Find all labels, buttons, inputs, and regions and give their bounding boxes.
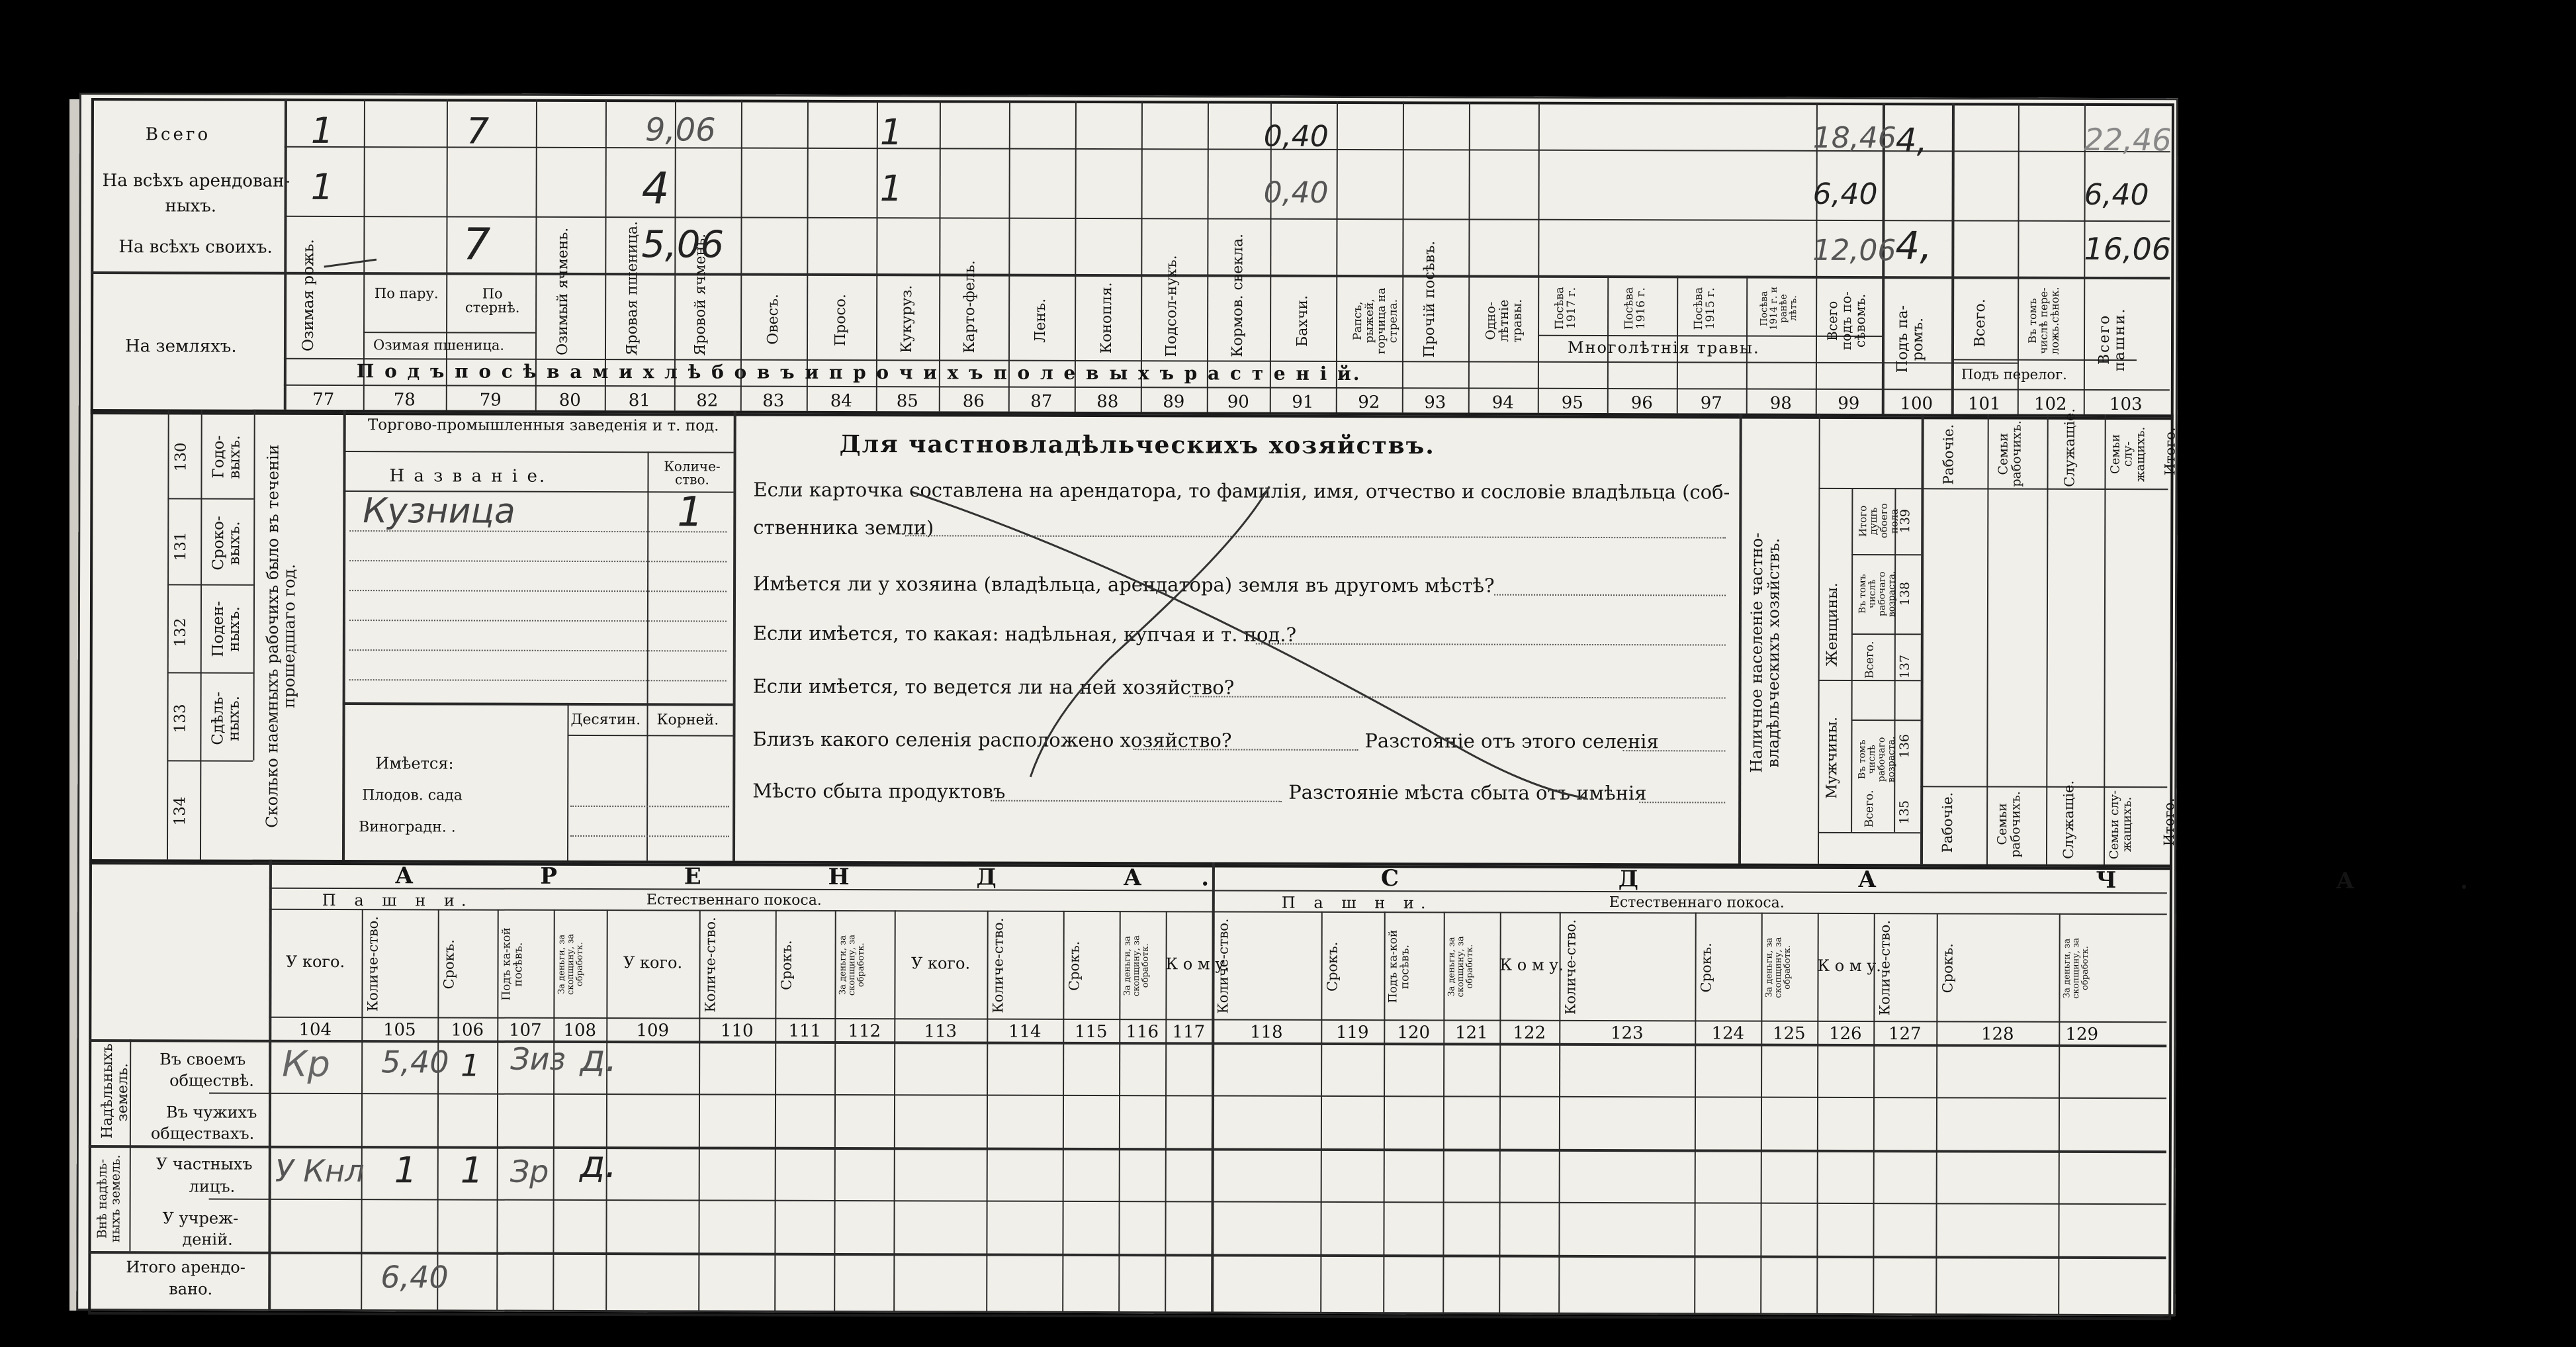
- col-header-94: Одно-лѣтніе травы.: [1484, 299, 1525, 343]
- hw-rented-85: 1: [879, 167, 903, 210]
- bottom-header-employees: Служащіе.: [2060, 780, 2077, 859]
- pop-col-137: 137: [1897, 655, 1912, 679]
- trade-qty-header: Количе-ство.: [664, 458, 721, 488]
- pop-col-136: 136: [1897, 734, 1912, 759]
- hw-own-103: 16,06: [2084, 230, 2172, 267]
- row-own-society-a: Въ своемъ: [159, 1050, 246, 1069]
- bottom-col-header: За деньги, за скопщину, за обработк.: [1764, 937, 1793, 998]
- hw-trade-qty: 1: [677, 487, 703, 536]
- q-other-land: Имѣется ли у хозяина (владѣльца, арендатора) земля въ другомъ мѣстѣ?: [753, 572, 1495, 597]
- q-owner-2: ственника земли): [753, 516, 934, 539]
- bottom-col-number: 127: [1888, 1024, 1922, 1045]
- col-header-92: Рапсъ, рыжей, горчица на стрела.: [1351, 287, 1400, 354]
- bottom-col-number: 104: [298, 1019, 332, 1041]
- col-header-81: Яровая пшеница.: [623, 220, 641, 356]
- sdacha-title: С Д А Ч А.: [1380, 865, 2574, 895]
- top-col-number: 90: [1227, 392, 1249, 412]
- bottom-col-number: 124: [1711, 1023, 1745, 1044]
- hw-rented-103: 6,40: [2084, 177, 2149, 212]
- bottom-col-number: 114: [1008, 1021, 1042, 1042]
- total-rented-b: вано.: [169, 1279, 213, 1299]
- sdacha-plough-label: П а ш н и.: [1281, 893, 1433, 913]
- hw-r3-who: У Кнл: [275, 1152, 365, 1189]
- bottom-header-employee-families: Семьи слу-жащихъ.: [2107, 790, 2135, 859]
- top-col-number: 95: [1561, 393, 1583, 413]
- bottom-col-number: 109: [636, 1021, 670, 1041]
- row-own-society-b: обществѣ.: [169, 1071, 254, 1090]
- top-col-number: 96: [1630, 393, 1653, 414]
- top-col-number: 87: [1030, 391, 1053, 412]
- bottom-col-header: Количе-ство.: [365, 916, 381, 1012]
- total-rented-a: Итого арендо-: [126, 1258, 245, 1277]
- hw-total-79: 7: [466, 110, 490, 152]
- hw-total-100: 4,: [1895, 121, 1928, 160]
- top-col-number: 91: [1292, 392, 1314, 412]
- workers-yearly: Годо-выхъ.: [210, 435, 244, 479]
- col-header-90: Кормов. свекла.: [1229, 233, 1247, 357]
- bottom-col-header: Количе-ство.: [1562, 919, 1579, 1015]
- bottom-col-number: 108: [563, 1020, 597, 1041]
- rule: [1818, 488, 1921, 489]
- hw-total-rented: 6,40: [380, 1259, 449, 1295]
- bottom-col-header: К о м у.: [1165, 954, 1229, 974]
- bottom-col-header: Количе-ство.: [990, 917, 1006, 1013]
- bottom-col-header: У кого.: [623, 953, 683, 972]
- top-col-number: 103: [2109, 395, 2143, 415]
- hw-total-82: 9,06: [644, 111, 716, 149]
- top-col-number: 98: [1769, 393, 1792, 414]
- has-label: Имѣется:: [375, 754, 454, 773]
- q-land-type: Если имѣется, то какая: надѣльная, купчая и т. под.?: [752, 622, 1297, 646]
- rule: [1818, 680, 1921, 681]
- bottom-col-header: За деньги, за скопщину, за обработк.: [1122, 935, 1151, 997]
- top-col-number: 99: [1838, 393, 1860, 414]
- men-total-label: Всего.: [1863, 790, 1877, 828]
- top-header-workers: Рабочіе.: [1940, 424, 1957, 485]
- bottom-col-header: Количе-ство.: [1877, 920, 1893, 1016]
- col-header-103: Всего пашни.: [2096, 307, 2129, 372]
- q-market: Мѣсто сбыта продуктовъ: [752, 779, 1006, 803]
- bottom-col-number: 112: [848, 1021, 881, 1042]
- men-incl-label: Въ томъ числѣ рабочаго возраста.: [1857, 736, 1897, 783]
- arenda-meadow-label: Естественнаго покоса.: [646, 892, 822, 909]
- rule: [1818, 832, 1920, 833]
- total-both-label: Итого душъ обоего пола: [1857, 503, 1900, 539]
- roots-header: Корней.: [656, 712, 719, 729]
- bottom-header-total: Итого.: [2161, 798, 2178, 847]
- top-header-worker-families: Семьи рабочихъ.: [1996, 420, 2024, 487]
- col-header-102: Въ томъ числѣ пере-ложь.сѣнок.: [2026, 287, 2061, 355]
- workers-daily: Поден-ныхъ.: [209, 601, 244, 657]
- bottom-col-number: 119: [1335, 1022, 1369, 1043]
- sown-band-title: П о д ъ п о с ѣ в а м и х л ѣ б о в ъ и п р о ч и х ъ п о л е в ы х ъ р а с т е н і й.: [356, 360, 1362, 385]
- top-col-number: 88: [1096, 392, 1119, 412]
- row-other-society-a: Въ чужихъ: [165, 1103, 257, 1122]
- workers-term: Сроко-выхъ.: [210, 516, 244, 571]
- q-farming: Если имѣется, то ведется ли на ней хозяйство?: [752, 674, 1235, 699]
- bottom-col-number: 116: [1126, 1022, 1159, 1043]
- top-col-number: 85: [896, 391, 918, 412]
- bottom-col-header: Срокъ.: [441, 939, 457, 990]
- hw-r3-qty: 1: [394, 1149, 418, 1191]
- hw-rented-77: 1: [310, 165, 334, 209]
- col-header-80: Озимый ячмень.: [554, 227, 572, 355]
- hw-r1-pay: д.: [580, 1037, 617, 1081]
- bottom-col-number: 122: [1513, 1023, 1546, 1043]
- bottom-col-header: Срокъ.: [1066, 941, 1083, 991]
- group-allotment-label: Надѣльныхъ земель.: [99, 1043, 132, 1139]
- bottom-col-header: За деньги, за скопщину, за обработк.: [556, 933, 585, 996]
- row-private-b: лицъ.: [189, 1177, 236, 1196]
- top-col-number: 86: [962, 391, 985, 412]
- rule: [1851, 720, 1921, 721]
- hw-total-103: 22,46: [2084, 121, 2172, 158]
- worker-col-num-130: 130: [172, 442, 190, 472]
- rule: [167, 584, 253, 585]
- bottom-col-number: 121: [1454, 1023, 1488, 1043]
- rule: [167, 498, 253, 499]
- women-label: Женщины.: [1824, 582, 1842, 667]
- col-header-77: Озимая рожь.: [299, 239, 318, 351]
- sdacha-meadow-label: Естественнаго покоса.: [1609, 894, 1785, 911]
- trade-title: Торгово-промышленныя заведенія и т. под.: [367, 416, 719, 435]
- hw-rented-99: 6,40: [1812, 177, 1878, 212]
- top-col-number: 80: [558, 390, 581, 410]
- census-card: [76, 93, 2574, 1316]
- col-header-93: Прочій посѣвъ.: [1421, 240, 1439, 358]
- arenda-plough-label: П а ш н и.: [322, 890, 473, 910]
- hw-own-82: 5,06: [641, 223, 725, 267]
- col-header-86: Карто-фель.: [961, 260, 979, 353]
- col-header-82: Яровой ячмень.: [691, 233, 709, 356]
- hw-own-100: 4,: [1895, 223, 1932, 269]
- lands-label: На земляхъ.: [124, 336, 237, 357]
- q-village-distance: Разстояніе отъ этого селенія: [1364, 729, 1659, 753]
- bottom-col-number: 129: [2065, 1024, 2099, 1045]
- hw-rented-82: 4: [641, 163, 670, 214]
- hw-r3-term: 1: [460, 1149, 484, 1191]
- top-col-number: 94: [1491, 393, 1514, 413]
- hw-r1-who: Кр: [282, 1043, 330, 1085]
- col-header-98: Посѣва 1914 г. и ранѣе лѣтъ.: [1759, 286, 1799, 330]
- women-incl-label: Въ томъ числѣ рабочаго возраста.: [1857, 571, 1898, 618]
- worker-col-num-132: 132: [171, 618, 189, 647]
- row-label-total: Всего: [145, 124, 211, 145]
- hw-r3-pay: д.: [579, 1142, 617, 1187]
- rule: [1851, 633, 1921, 635]
- bottom-col-header: Срокъ.: [778, 940, 795, 990]
- top-col-number: 92: [1358, 393, 1380, 413]
- worker-col-num-133: 133: [171, 704, 189, 733]
- row-label-rented: На всѣхъ арендован-: [102, 171, 290, 191]
- workers-title: Сколько наемныхъ рабочихъ было въ теченіи прошедшаго год.: [263, 444, 299, 828]
- col-header-99: Всего подъ по-сѣвомъ.: [1824, 291, 1869, 350]
- group-non-allotment-label: Внѣ надѣль-ныхъ земель.: [95, 1154, 123, 1243]
- bottom-col-number: 118: [1249, 1022, 1283, 1043]
- bottom-col-number: 113: [924, 1021, 957, 1042]
- top-col-number: 81: [628, 391, 650, 411]
- top-col-number: 83: [762, 391, 785, 411]
- pop-col-139: 139: [1898, 509, 1913, 534]
- bottom-col-number: 105: [382, 1020, 416, 1041]
- men-label: Мужчины.: [1824, 716, 1841, 799]
- col-header-95: Посѣва 1917 г.: [1553, 287, 1579, 330]
- hw-total-77: 1: [310, 109, 334, 152]
- arenda-title: А Р Е Н Д А.: [394, 862, 1269, 892]
- bottom-col-number: 123: [1610, 1023, 1644, 1044]
- bottom-col-header: За деньги, за скопщину, за обработк.: [838, 935, 866, 996]
- hw-r1-qty: 5,40: [381, 1044, 449, 1080]
- bottom-col-header: За деньги, за скопщину, за обработк.: [2062, 937, 2090, 999]
- hw-total-99: 18,46: [1812, 120, 1896, 156]
- cross-out-mark: [871, 465, 1666, 812]
- row-institutions-b: деній.: [182, 1230, 233, 1249]
- col-header-89: Подсол-нухъ.: [1163, 255, 1180, 357]
- bottom-col-number: 117: [1172, 1022, 1206, 1043]
- bottom-col-number: 120: [1397, 1023, 1431, 1043]
- bottom-col-header: К о м у.: [1817, 956, 1881, 976]
- bottom-col-number: 125: [1772, 1023, 1806, 1044]
- orchard-label: Плодов. сада: [362, 787, 463, 804]
- top-col-number: 78: [393, 390, 416, 410]
- bottom-col-header: К о м у.: [1499, 955, 1564, 974]
- worker-col-num-131: 131: [172, 532, 190, 561]
- vineyard-label: Виноградн. .: [359, 819, 456, 836]
- hw-total-85: 1: [879, 111, 903, 154]
- fallow-group-label: Подъ перелог.: [1961, 366, 2067, 383]
- bottom-col-number: 128: [1980, 1024, 2014, 1045]
- winter-wheat-label: Озимая пшеница.: [373, 337, 505, 353]
- pop-col-138: 138: [1897, 582, 1913, 606]
- top-col-number: 101: [1967, 394, 2001, 414]
- hw-r1-crop: Зиз: [510, 1041, 566, 1077]
- bottom-col-number: 106: [451, 1020, 484, 1041]
- top-col-number: 102: [2033, 394, 2067, 414]
- bottom-col-number: 126: [1828, 1023, 1862, 1045]
- trade-name-header: Н а з в а н і е.: [389, 466, 547, 487]
- hw-r3-crop: Зр: [510, 1153, 549, 1189]
- q-village: Близъ какого селенія расположено хозяйство?: [752, 727, 1232, 752]
- bottom-col-header: Количе-ство.: [1215, 918, 1231, 1014]
- top-col-number: 84: [830, 391, 852, 412]
- bottom-col-number: 107: [508, 1020, 542, 1041]
- bottom-col-header: За деньги, за скопщину, за обработк.: [1446, 936, 1475, 998]
- pop-col-135: 135: [1897, 800, 1912, 825]
- top-col-number: 100: [1900, 394, 1933, 414]
- top-col-number: 97: [1700, 393, 1722, 414]
- women-total-label: Всего.: [1863, 641, 1877, 679]
- top-col-number: 93: [1424, 393, 1446, 413]
- col-header-87: Ленъ.: [1032, 298, 1049, 343]
- q-owner-1: Если карточка составлена на арендатора, то фамилія, имя, отчество и сословіе владѣльца (соб-: [753, 478, 1730, 504]
- bottom-col-header: Срокъ.: [1698, 942, 1714, 993]
- top-header-employee-families: Семьи слу-жащихъ.: [2108, 426, 2148, 482]
- row-other-society-b: обществахъ.: [150, 1124, 255, 1143]
- private-title: Для частновладѣльческихъ хозяйствъ.: [839, 430, 1435, 460]
- bottom-header-workers: Рабочіе.: [1939, 792, 1956, 853]
- bottom-col-number: 110: [720, 1021, 754, 1041]
- q-market-distance: Разстояніе мѣста сбыта отъ имѣнія: [1288, 780, 1647, 805]
- hw-total-91: 0,40: [1263, 119, 1329, 154]
- hw-rented-91: 0,40: [1263, 175, 1329, 210]
- col-header-101: Всего.: [1972, 298, 1989, 348]
- top-col-number: 79: [479, 390, 502, 410]
- rule: [167, 760, 253, 761]
- col-header-84: Просо.: [832, 293, 850, 346]
- col-header-88: Конопля.: [1098, 282, 1116, 354]
- workers-piece: Сдѣль-ныхъ.: [209, 692, 243, 745]
- desyatin-header: Десятин.: [570, 711, 641, 729]
- top-col-number: 82: [696, 391, 719, 411]
- hw-r1-term: 1: [461, 1047, 480, 1084]
- row-label-rented-2: ныхъ.: [165, 196, 217, 216]
- bottom-col-header: Срокъ.: [1324, 941, 1341, 992]
- top-header-total: Итого.: [2162, 427, 2178, 476]
- col-header-100: Подъ па-ромъ.: [1894, 305, 1927, 373]
- rule: [167, 672, 253, 673]
- population-title: Наличное населеніе частно-владѣльческихъ хозяйствъ.: [1747, 533, 1783, 774]
- top-col-number: 89: [1163, 392, 1185, 412]
- bottom-header-worker-families: Семьи рабочихъ.: [1995, 790, 2023, 858]
- col-header-79: По стернѣ.: [465, 285, 520, 316]
- bottom-col-header: Количе-ство.: [702, 917, 719, 1013]
- bottom-col-header: У кого.: [285, 952, 345, 972]
- bottom-col-number: 115: [1074, 1021, 1108, 1043]
- col-header-83: Овесъ.: [765, 294, 782, 346]
- bottom-col-number: 111: [788, 1021, 822, 1041]
- rule: [1851, 554, 1921, 555]
- col-header-91: Бахчи.: [1294, 295, 1311, 347]
- top-col-number: 77: [312, 389, 335, 410]
- row-private-a: У частныхъ: [155, 1154, 253, 1174]
- col-header-96: Посѣва 1916 г.: [1622, 287, 1648, 330]
- row-institutions-a: У учреж-: [162, 1209, 239, 1228]
- hw-own-99: 12,06: [1812, 233, 1896, 268]
- bottom-col-header: Срокъ.: [1939, 943, 1956, 994]
- hw-trade-name: Кузница: [363, 491, 515, 532]
- hw-own-79: 7: [463, 218, 491, 270]
- bottom-col-header: Подъ ка-кой посѣвъ.: [500, 927, 525, 1001]
- col-header-97: Посѣва 1915 г.: [1692, 287, 1718, 330]
- row-label-own: На всѣхъ своихъ.: [118, 237, 273, 257]
- perennial-label: Многолѣтнія травы.: [1567, 338, 1760, 357]
- col-header-78: По пару.: [374, 285, 439, 302]
- bottom-col-header: Подъ ка-кой посѣвъ.: [1386, 929, 1412, 1003]
- top-header-employees: Служащіе.: [2061, 408, 2078, 487]
- col-header-85: Кукуруз.: [898, 285, 916, 353]
- worker-col-num-134: 134: [171, 796, 189, 826]
- bottom-col-header: У кого.: [910, 954, 971, 973]
